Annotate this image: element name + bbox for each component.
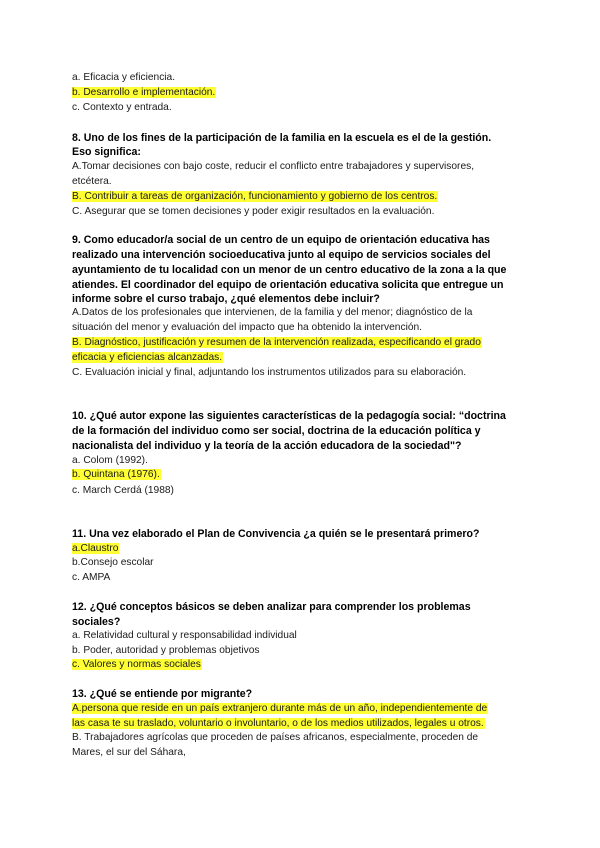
q9-option-c: C. Evaluación inicial y final, adjuntando los instrumentos utilizados para su elaboración. [72, 367, 467, 378]
q11-option-c: c. AMPA [72, 572, 111, 583]
q8-question-line-1: 8. Uno de los fines de la participación de la familia en la escuela es el de la gestión. [72, 132, 492, 144]
q9-question-line-2: realizado una intervención socioeducativa junto al equipo de servicios sociales del [72, 249, 491, 261]
q9-question-line-3: ayuntamiento de tu localidad con un menor de un centro educativo de la zona a la que [72, 264, 507, 276]
q10-option-a: a. Colom (1992). [72, 455, 148, 466]
q12-option-a: a. Relatividad cultural y responsabilidad individual [72, 630, 297, 641]
q9-option-b-line-1-highlighted: B. Diagnóstico, justificación y resumen de la intervención realizada, especificando el grado [72, 337, 481, 348]
q10-question-line-2: de la formación del individuo como ser social, doctrina de la educación política y [72, 425, 481, 437]
q10-question-line-3: nacionalista del individuo y la teoría de la acción educadora de la sociedad"? [72, 440, 462, 452]
q7-option-b-highlighted: b. Desarrollo e implementación. [72, 87, 216, 98]
q13-option-b-line-1: B. Trabajadores agrícolas que proceden de países africanos, especialmente, proceden de [72, 732, 479, 743]
q11-question: 11. Una vez elaborado el Plan de Convivencia ¿a quién se le presentará primero? [72, 528, 480, 540]
q11-option-a-highlighted: a.Claustro [72, 543, 119, 554]
q11-option-b: b.Consejo escolar [72, 557, 154, 568]
q9-question-line-5: informe sobre el curso trabajo, ¿qué elementos debe incluir? [72, 293, 380, 305]
q12-question-line-2: sociales? [72, 616, 121, 628]
q13-option-a-line-2-highlighted: las casa te su traslado, voluntario o involuntario, o de los medios utilizados, legales u otros. [72, 718, 484, 729]
q8-option-c: C. Asegurar que se tomen decisiones y poder exigir resultados en la evaluación. [72, 206, 435, 217]
q9-question-line-1: 9. Como educador/a social de un centro de un equipo de orientación educativa has [72, 234, 490, 246]
q10-option-c: c. March Cerdá (1988) [72, 485, 174, 496]
q9-question-line-4: atiendes. El coordinador del equipo de orientación educativa solicita que entregue un [72, 279, 504, 291]
q8-option-a-line-1: A.Tomar decisiones con bajo coste, reducir el conflicto entre trabajadores y supervisores, [72, 161, 475, 172]
q13-option-a-line-1-highlighted: A.persona que reside en un país extranjero durante más de un año, independientemente de [72, 703, 488, 714]
q10-question-line-1: 10. ¿Qué autor expone las siguientes características de la pedagogía social: “doctrina [72, 410, 506, 422]
q13-option-b-line-2: Mares, el sur del Sáhara, [72, 747, 186, 758]
q9-option-a-line-1: A.Datos de los profesionales que intervienen, de la familia y del menor; diagnóstico de la [72, 307, 473, 318]
q9-option-a-line-2: situación del menor y evaluación del impacto que ha obtenido la intervención. [72, 322, 422, 333]
q8-question-line-2: Eso significa: [72, 146, 141, 158]
q12-option-b: b. Poder, autoridad y problemas objetivos [72, 645, 260, 656]
q12-question-line-1: 12. ¿Qué conceptos básicos se deben analizar para comprender los problemas [72, 601, 471, 613]
q8-option-b-highlighted: B. Contribuir a tareas de organización, funcionamiento y gobierno de los centros. [72, 191, 438, 202]
q7-option-c: c. Contexto y entrada. [72, 102, 172, 113]
q10-option-b-highlighted: b. Quintana (1976). [72, 469, 160, 480]
q13-question: 13. ¿Qué se entiende por migrante? [72, 688, 253, 700]
q7-option-a: a. Eficacia y eficiencia. [72, 72, 176, 83]
q9-option-b-line-2-highlighted: eficacia y eficiencias alcanzadas. [72, 352, 223, 363]
q8-option-a-line-2: etcétera. [72, 176, 112, 187]
q12-option-c-highlighted: c. Valores y normas sociales [72, 659, 201, 670]
